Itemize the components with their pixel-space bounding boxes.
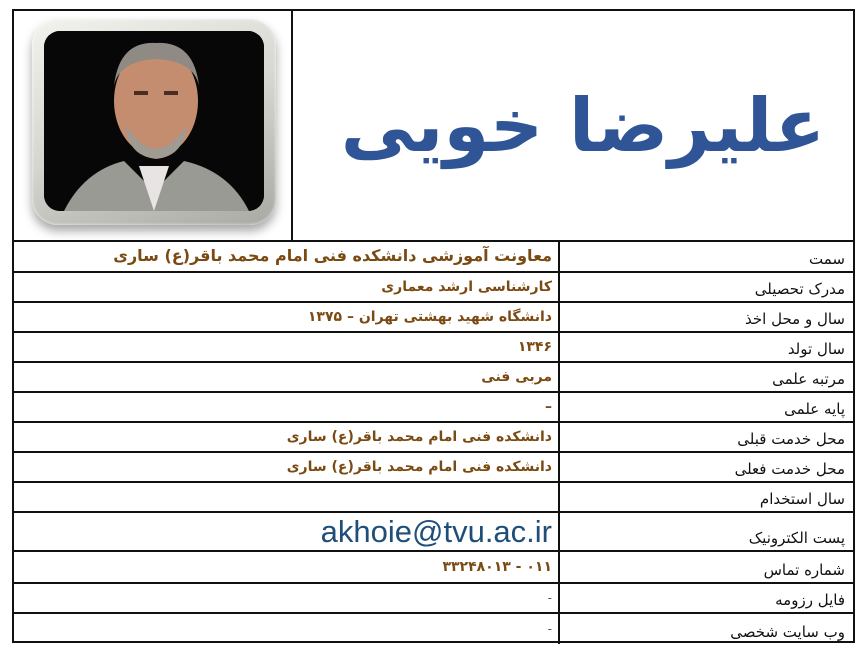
table-row: [14, 333, 853, 363]
photo-cell: [14, 11, 293, 240]
table-row: [14, 584, 853, 614]
phone-number: ۰۱۱ - ۳۳۲۴۸۰۱۳: [442, 559, 552, 575]
row-value: [14, 483, 558, 511]
table-row: [14, 513, 853, 552]
row-label: پایه علمی: [558, 393, 853, 421]
profile-sheet: [12, 9, 855, 643]
person-name: علیرضا خویی: [340, 82, 826, 169]
photo-frame: [32, 19, 276, 225]
profile-photo: [44, 31, 264, 211]
name-cell: [293, 11, 853, 240]
table-row: [14, 423, 853, 453]
table-row: [14, 483, 853, 513]
portrait-icon: [44, 31, 264, 211]
website-link[interactable]: -: [547, 622, 552, 636]
row-label: محل خدمت فعلی: [558, 453, 853, 481]
table-row: [14, 614, 853, 644]
table-row: [14, 393, 853, 423]
row-label: فایل رزومه: [558, 584, 853, 612]
row-label: وب سایت شخصی: [558, 614, 853, 644]
row-label: مرتبه علمی: [558, 363, 853, 391]
row-value: دانشکده فنی امام محمد باقر(ع) ساری: [286, 429, 552, 445]
table-row: [14, 363, 853, 393]
row-label: سمت: [558, 240, 853, 271]
table-row: [14, 552, 853, 584]
table-row: [14, 240, 853, 273]
row-label: سال و محل اخذ: [558, 303, 853, 331]
resume-file-link[interactable]: -: [547, 591, 552, 605]
row-label: محل خدمت قبلی: [558, 423, 853, 451]
row-label: شماره تماس: [558, 552, 853, 582]
row-label: مدرک تحصیلی: [558, 273, 853, 301]
row-value: کارشناسی ارشد معماری: [381, 279, 552, 295]
email-link[interactable]: akhoie@tvu.ac.ir: [320, 513, 552, 549]
row-value: مربی فنی: [481, 369, 552, 385]
profile-header: [14, 11, 853, 242]
row-value: ۱۳۴۶: [517, 339, 552, 355]
row-label: سال استخدام: [558, 483, 853, 511]
row-value: –: [545, 399, 552, 415]
info-table: [14, 240, 853, 644]
row-label: پست الکترونیک: [558, 513, 853, 550]
table-row: [14, 303, 853, 333]
row-value: دانشکده فنی امام محمد باقر(ع) ساری: [286, 459, 552, 475]
table-row: [14, 273, 853, 303]
row-value: معاونت آموزشی دانشکده فنی امام محمد باقر(ع) ساری: [113, 246, 552, 265]
table-row: [14, 453, 853, 483]
row-value: دانشگاه شهید بهشتی تهران – ۱۳۷۵: [307, 309, 552, 325]
row-label: سال تولد: [558, 333, 853, 361]
